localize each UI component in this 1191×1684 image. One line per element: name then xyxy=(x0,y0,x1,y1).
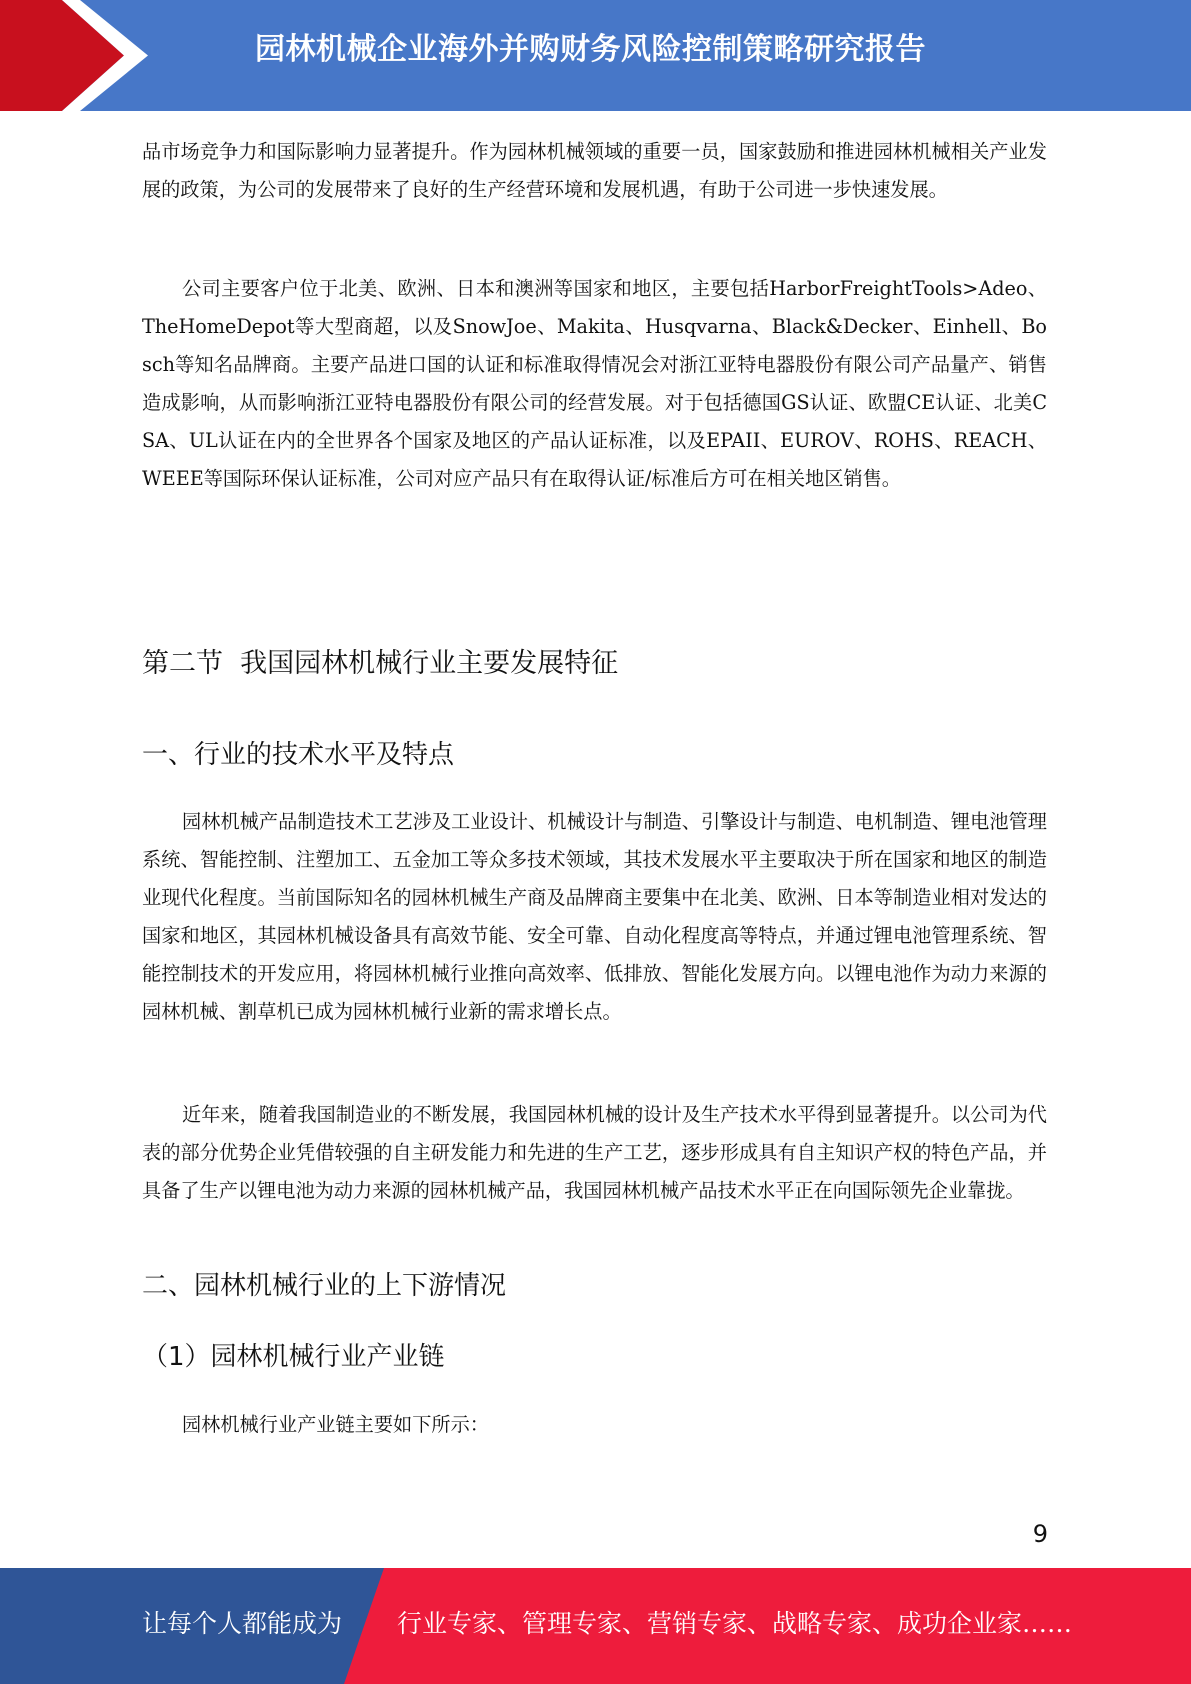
body-paragraph: 近年来，随着我国制造业的不断发展，我国园林机械的设计及生产技术水平得到显著提升。以公司为代表的部分优势企业凭借较强的自主研发能力和先进的生产工艺，逐步形成具有自主知识产权的特色产品，并具备了生产以锂电池为动力来源的园林机械产品，我国园林机械产品技术水平正在向国际领先企业靠拢。 xyxy=(142,1103,1047,1202)
heading-3-block xyxy=(142,1339,1047,1375)
header-arrow-icon xyxy=(0,0,160,111)
body-paragraph-1-block xyxy=(142,133,1047,209)
section-title-block xyxy=(142,646,1047,682)
page-header xyxy=(0,0,1191,111)
body-paragraph-2-block xyxy=(142,270,1047,498)
page-footer xyxy=(0,1568,1191,1684)
subsection-heading: 二、园林机械行业的上下游情况 xyxy=(142,1271,507,1301)
body-paragraph: 园林机械行业产业链主要如下所示： xyxy=(182,1413,489,1436)
heading-1-block xyxy=(142,737,1047,773)
body-paragraph-3-block xyxy=(142,803,1047,1031)
body-paragraph: 公司主要客户位于北美、欧洲、日本和澳洲等国家和地区，主要包括HarborFreightTools>Adeo、TheHomeDepot等大型商超，以及SnowJoe、Makita、Husqvarna、Black&Decker、Einhell、Bosch等知名品牌商。主要产品进口国的认证和标准取得情况会对浙江亚特电器股份有限公司产品量产、销售造成影响，从而影响浙江亚特电器股份有限公司的经营发展。对于包括德国GS认证、欧盟CE认证、北美CSA、UL认证在内的全世界各个国家及地区的产品认证标准，以及EPAII、EUROV、ROHS、REACH、WEEE等国际环保认证标准，公司对应产品只有在取得认证/标准后方可在相关地区销售。 xyxy=(142,277,1047,490)
section-title: 第二节 我国园林机械行业主要发展特征 xyxy=(142,648,619,679)
sub-subsection-heading: （1）园林机械行业产业链 xyxy=(142,1342,445,1372)
body-paragraph: 园林机械产品制造技术工艺涉及工业设计、机械设计与制造、引擎设计与制造、电机制造、锂电池管理系统、智能控制、注塑加工、五金加工等众多技术领域，其技术发展水平主要取决于所在国家和地区的制造业现代化程度。当前国际知名的园林机械生产商及品牌商主要集中在北美、欧洲、日本等制造业相对发达的国家和地区，其园林机械设备具有高效节能、安全可靠、自动化程度高等特点，并通过锂电池管理系统、智能控制技术的开发应用，将园林机械行业推向高效率、低排放、智能化发展方向。以锂电池作为动力来源的园林机械、割草机已成为园林机械行业新的需求增长点。 xyxy=(142,810,1047,1023)
heading-2-block xyxy=(142,1268,1047,1304)
footer-slogan-right: 行业专家、管理专家、营销专家、战略专家、成功企业家…… xyxy=(397,1609,1073,1638)
body-paragraph: 品市场竞争力和国际影响力显著提升。作为园林机械领域的重要一员，国家鼓励和推进园林机械相关产业发展的政策，为公司的发展带来了良好的生产经营环境和发展机遇，有助于公司进一步快速发展。 xyxy=(142,140,1047,201)
page-number: 9 xyxy=(1032,1520,1048,1548)
report-title: 园林机械企业海外并购财务风险控制策略研究报告 xyxy=(255,32,926,67)
body-paragraph-5-block xyxy=(142,1406,1047,1444)
subsection-heading: 一、行业的技术水平及特点 xyxy=(142,740,455,770)
footer-slogan-left: 让每个人都能成为 xyxy=(142,1609,343,1638)
body-paragraph-4-block xyxy=(142,1096,1047,1210)
